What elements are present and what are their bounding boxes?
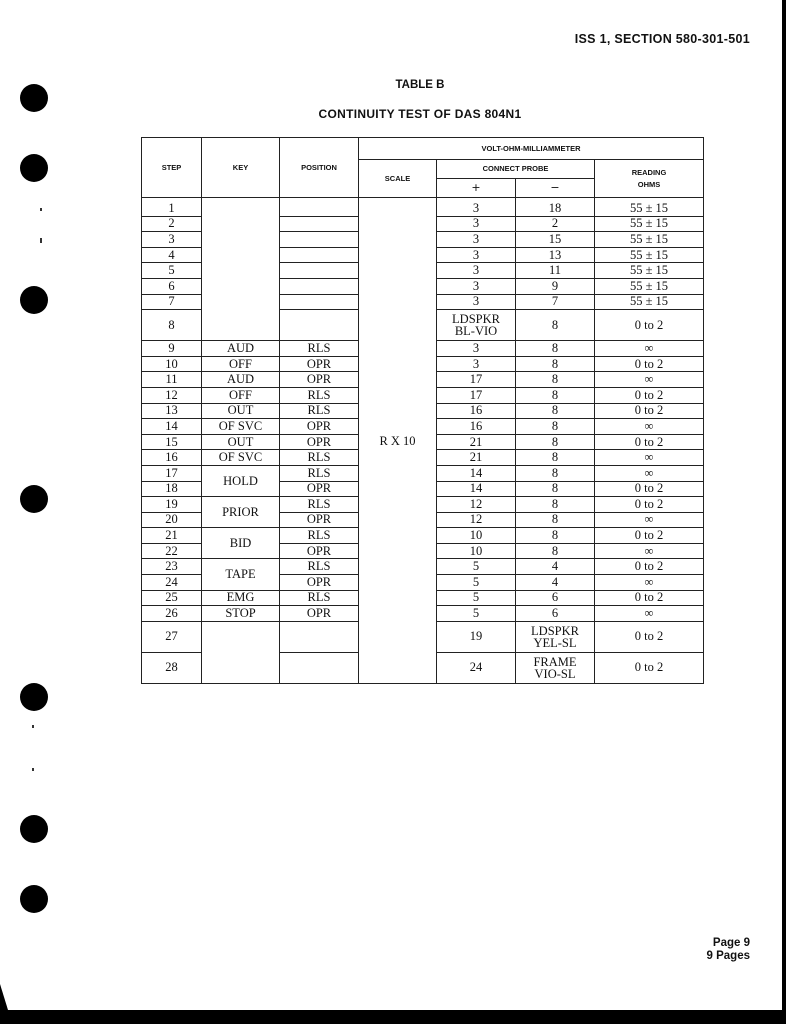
scan-speck <box>40 208 42 211</box>
probe-plus-cell: 14 <box>437 481 516 497</box>
step-cell: 20 <box>142 512 202 528</box>
document-section-id: ISS 1, SECTION 580-301-501 <box>574 32 750 46</box>
header-ohms: OHMS <box>637 179 661 189</box>
probe-minus-cell: 8 <box>516 403 595 419</box>
probe-minus-cell: 8 <box>516 465 595 481</box>
probe-minus-cell: 4 <box>516 575 595 591</box>
position-cell: OPR <box>280 419 359 435</box>
reading-cell: 0 to 2 <box>595 590 704 606</box>
probe-minus-cell: 4 <box>516 559 595 575</box>
step-cell: 6 <box>142 278 202 294</box>
key-cell: EMG <box>202 590 280 606</box>
step-cell: 5 <box>142 263 202 279</box>
probe-minus-cell: 8 <box>516 512 595 528</box>
page-footer <box>707 937 750 963</box>
position-cell: RLS <box>280 528 359 544</box>
table-subtitle: CONTINUITY TEST OF DAS 804N1 <box>318 107 522 121</box>
position-cell: RLS <box>280 465 359 481</box>
probe-plus-line: LDSPKR <box>452 312 500 327</box>
probe-plus-cell: 3 <box>437 341 516 357</box>
step-cell: 24 <box>142 575 202 591</box>
probe-minus-cell: 7 <box>516 294 595 310</box>
position-cell: RLS <box>280 497 359 513</box>
probe-minus-cell: 8 <box>516 450 595 466</box>
probe-plus-cell: 3 <box>437 278 516 294</box>
probe-plus-cell: 10 <box>437 543 516 559</box>
position-cell: OPR <box>280 372 359 388</box>
probe-minus-cell <box>516 621 595 652</box>
position-cell: OPR <box>280 606 359 622</box>
probe-plus-cell: 3 <box>437 356 516 372</box>
probe-plus-cell: 24 <box>437 652 516 683</box>
binder-hole <box>20 286 48 314</box>
probe-minus-cell: 9 <box>516 278 595 294</box>
probe-plus-cell: 3 <box>437 263 516 279</box>
header-position: POSITION <box>280 138 359 198</box>
probe-minus-cell: 6 <box>516 606 595 622</box>
step-cell: 18 <box>142 481 202 497</box>
header-reading-ohms <box>595 160 704 198</box>
position-cell <box>280 263 359 279</box>
reading-cell: 55 ± 15 <box>595 294 704 310</box>
header-probe-minus: − <box>516 179 595 198</box>
reading-cell: ∞ <box>595 372 704 388</box>
reading-cell: 0 to 2 <box>595 652 704 683</box>
key-cell: AUD <box>202 372 280 388</box>
key-cell: TAPE <box>202 559 280 590</box>
binder-hole <box>20 154 48 182</box>
step-cell: 13 <box>142 403 202 419</box>
probe-minus-cell: 8 <box>516 419 595 435</box>
reading-cell: 55 ± 15 <box>595 278 704 294</box>
scan-speck <box>40 238 42 243</box>
probe-minus-cell <box>516 652 595 683</box>
step-cell: 28 <box>142 652 202 683</box>
probe-plus-cell: 21 <box>437 434 516 450</box>
probe-plus-line: BL-VIO <box>454 324 498 339</box>
key-cell-blank <box>202 198 280 341</box>
step-cell: 9 <box>142 341 202 357</box>
probe-minus-cell: 8 <box>516 341 595 357</box>
probe-minus-cell: 2 <box>516 216 595 232</box>
position-cell: OPR <box>280 575 359 591</box>
step-cell: 12 <box>142 387 202 403</box>
probe-plus-cell: 3 <box>437 294 516 310</box>
reading-cell: ∞ <box>595 606 704 622</box>
step-cell: 21 <box>142 528 202 544</box>
binder-hole <box>20 485 48 513</box>
probe-plus-cell: 14 <box>437 465 516 481</box>
page-number: Page 9 <box>712 937 750 949</box>
probe-minus-cell: 8 <box>516 528 595 544</box>
reading-cell: 0 to 2 <box>595 528 704 544</box>
reading-cell: ∞ <box>595 575 704 591</box>
position-cell: OPR <box>280 512 359 528</box>
reading-cell: 55 ± 15 <box>595 198 704 217</box>
step-cell: 15 <box>142 434 202 450</box>
scan-edge <box>0 1010 786 1024</box>
probe-minus-cell: 8 <box>516 372 595 388</box>
position-cell <box>280 216 359 232</box>
position-cell <box>280 621 359 652</box>
step-cell: 19 <box>142 497 202 513</box>
key-cell: BID <box>202 528 280 559</box>
reading-cell: ∞ <box>595 419 704 435</box>
probe-plus-cell: 10 <box>437 528 516 544</box>
probe-minus-line: FRAME <box>533 654 577 669</box>
key-cell: HOLD <box>202 465 280 496</box>
probe-plus-cell: 12 <box>437 497 516 513</box>
reading-cell: 55 ± 15 <box>595 263 704 279</box>
position-cell: RLS <box>280 387 359 403</box>
position-cell <box>280 278 359 294</box>
step-cell: 25 <box>142 590 202 606</box>
step-cell: 26 <box>142 606 202 622</box>
table-title: TABLE B <box>395 79 445 91</box>
reading-cell: 55 ± 15 <box>595 232 704 248</box>
reading-cell: ∞ <box>595 465 704 481</box>
probe-plus-cell: 16 <box>437 419 516 435</box>
position-cell: OPR <box>280 543 359 559</box>
reading-cell: ∞ <box>595 341 704 357</box>
probe-plus-cell: 19 <box>437 621 516 652</box>
position-cell: RLS <box>280 450 359 466</box>
reading-cell: ∞ <box>595 543 704 559</box>
position-cell: OPR <box>280 481 359 497</box>
reading-cell: 0 to 2 <box>595 387 704 403</box>
position-cell: OPR <box>280 434 359 450</box>
probe-minus-line: LDSPKR <box>531 623 579 638</box>
binder-hole <box>20 683 48 711</box>
key-cell: STOP <box>202 606 280 622</box>
key-cell: OFF <box>202 387 280 403</box>
key-cell: OFF <box>202 356 280 372</box>
position-cell: RLS <box>280 403 359 419</box>
reading-cell: 0 to 2 <box>595 559 704 575</box>
header-step: STEP <box>142 138 202 198</box>
probe-minus-cell: 8 <box>516 356 595 372</box>
probe-minus-cell: 8 <box>516 310 595 341</box>
probe-plus-cell: 5 <box>437 590 516 606</box>
key-cell: OUT <box>202 403 280 419</box>
header-connect-probe: CONNECT PROBE <box>437 160 595 179</box>
position-cell: RLS <box>280 590 359 606</box>
position-cell <box>280 310 359 341</box>
key-cell: OF SVC <box>202 450 280 466</box>
probe-minus-cell: 11 <box>516 263 595 279</box>
scan-edge <box>0 984 8 1010</box>
reading-cell: 55 ± 15 <box>595 216 704 232</box>
probe-minus-cell: 13 <box>516 247 595 263</box>
probe-minus-line: YEL-SL <box>533 635 577 650</box>
probe-minus-cell: 8 <box>516 497 595 513</box>
step-cell: 22 <box>142 543 202 559</box>
table-row <box>142 198 704 217</box>
probe-minus-cell: 8 <box>516 481 595 497</box>
reading-cell: 55 ± 15 <box>595 247 704 263</box>
reading-cell: ∞ <box>595 450 704 466</box>
step-cell: 8 <box>142 310 202 341</box>
page-count: 9 Pages <box>706 950 750 962</box>
step-cell: 14 <box>142 419 202 435</box>
key-cell-blank <box>202 621 280 683</box>
position-cell: OPR <box>280 356 359 372</box>
position-cell <box>280 198 359 217</box>
reading-cell: ∞ <box>595 512 704 528</box>
reading-cell: 0 to 2 <box>595 356 704 372</box>
step-cell: 7 <box>142 294 202 310</box>
position-cell <box>280 232 359 248</box>
step-cell: 11 <box>142 372 202 388</box>
probe-minus-cell: 8 <box>516 434 595 450</box>
step-cell: 3 <box>142 232 202 248</box>
position-cell: RLS <box>280 341 359 357</box>
probe-plus-cell: 3 <box>437 247 516 263</box>
probe-plus-cell: 17 <box>437 372 516 388</box>
scan-speck <box>32 768 34 771</box>
probe-plus-cell: 21 <box>437 450 516 466</box>
step-cell: 17 <box>142 465 202 481</box>
step-cell: 27 <box>142 621 202 652</box>
header-key: KEY <box>202 138 280 198</box>
position-cell <box>280 247 359 263</box>
step-cell: 4 <box>142 247 202 263</box>
probe-minus-cell: 18 <box>516 198 595 217</box>
header-probe-plus: + <box>437 179 516 198</box>
reading-cell: 0 to 2 <box>595 621 704 652</box>
continuity-test-table <box>141 137 704 684</box>
probe-plus-cell: 3 <box>437 232 516 248</box>
position-cell <box>280 294 359 310</box>
position-cell: RLS <box>280 559 359 575</box>
header-scale: SCALE <box>359 160 437 198</box>
scan-speck <box>32 725 34 728</box>
header-reading: READING <box>631 167 667 177</box>
reading-cell: 0 to 2 <box>595 481 704 497</box>
binder-hole <box>20 885 48 913</box>
probe-minus-cell: 6 <box>516 590 595 606</box>
reading-cell: 0 to 2 <box>595 403 704 419</box>
step-cell: 23 <box>142 559 202 575</box>
probe-minus-line: VIO-SL <box>534 666 576 681</box>
probe-plus-cell: 5 <box>437 606 516 622</box>
step-cell: 16 <box>142 450 202 466</box>
probe-plus-cell: 12 <box>437 512 516 528</box>
step-cell: 1 <box>142 198 202 217</box>
reading-cell: 0 to 2 <box>595 434 704 450</box>
position-cell <box>280 652 359 683</box>
key-cell: PRIOR <box>202 497 280 528</box>
key-cell: OUT <box>202 434 280 450</box>
reading-cell: 0 to 2 <box>595 497 704 513</box>
probe-plus-cell: 3 <box>437 198 516 217</box>
probe-plus-cell: 16 <box>437 403 516 419</box>
probe-minus-cell: 8 <box>516 543 595 559</box>
header-volt-ohm-milliammeter: VOLT-OHM-MILLIAMMETER <box>359 138 704 160</box>
reading-cell: 0 to 2 <box>595 310 704 341</box>
key-cell: OF SVC <box>202 419 280 435</box>
probe-plus-cell <box>437 310 516 341</box>
probe-plus-cell: 3 <box>437 216 516 232</box>
probe-plus-cell: 5 <box>437 559 516 575</box>
step-cell: 10 <box>142 356 202 372</box>
scan-edge <box>782 0 786 1024</box>
binder-hole <box>20 815 48 843</box>
step-cell: 2 <box>142 216 202 232</box>
scale-cell: R X 10 <box>359 198 437 684</box>
probe-minus-cell: 15 <box>516 232 595 248</box>
probe-plus-cell: 17 <box>437 387 516 403</box>
probe-plus-cell: 5 <box>437 575 516 591</box>
probe-minus-cell: 8 <box>516 387 595 403</box>
key-cell: AUD <box>202 341 280 357</box>
